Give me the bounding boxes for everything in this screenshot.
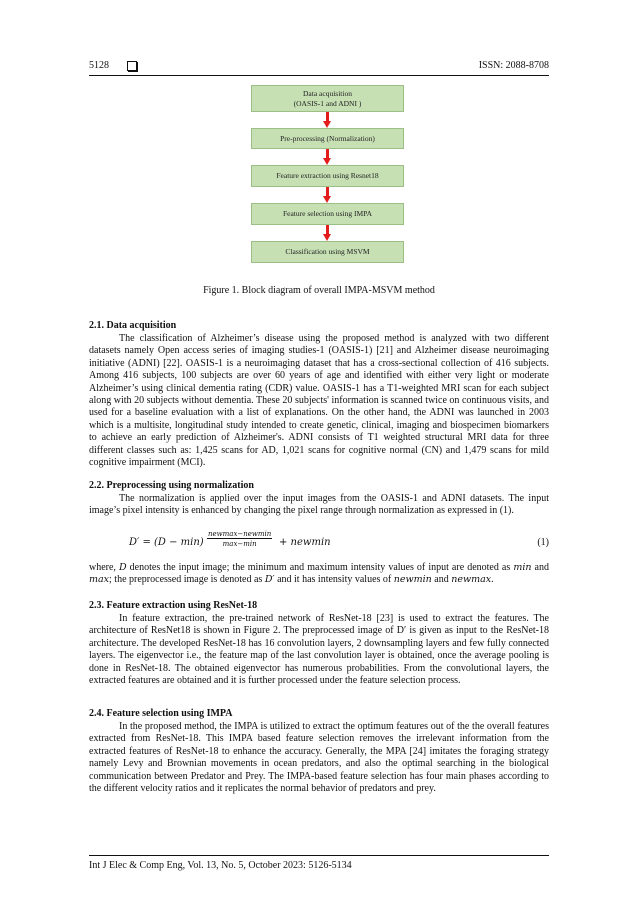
running-header xyxy=(89,60,549,76)
equation-numerator: newmax−newmin xyxy=(208,530,272,538)
equation-rhs: + newmin xyxy=(279,537,331,548)
section-heading-2-4: 2.4. Feature selection using IMPA xyxy=(89,708,233,719)
page-number: 5128 xyxy=(89,60,109,71)
equation-number: (1) xyxy=(537,537,549,548)
flow-box-feature-selection: Feature selection using IMPA xyxy=(251,203,404,225)
flow-box-preprocessing: Pre-processing (Normalization) xyxy=(251,128,404,149)
equation-fraction xyxy=(207,530,272,548)
section-heading-2-1: 2.1. Data acquisition xyxy=(89,320,177,331)
journal-footer: Int J Elec & Comp Eng, Vol. 13, No. 5, October 2023: 5126-5134 xyxy=(89,860,352,871)
header-rule xyxy=(89,75,549,76)
paragraph-2-3: In feature extraction, the pre-trained network of ResNet-18 [23] is used to extract the features. The architecture of ResNet18 is shown in Figure 2. The preprocessed image of D′ is given as input to the ResNet-18 architecture. The developed ResNet-18 has 16 convolution layers, 2 downsampling layers and few fully connected layers. The eigenvector i.e., the feature map of the last convolution layer is obtained, once the average pooling is done in ResNet-18. The obtained eigenvector has numerous probabilities. From the convolutional layers, the extracted features are obtained and it is further processed under the feature selection process. xyxy=(89,613,549,687)
equation-lhs: D′ = (D − min) xyxy=(129,537,204,548)
down-arrow-icon xyxy=(323,225,332,241)
section-heading-2-3: 2.3. Feature extraction using ResNet-18 xyxy=(89,600,258,611)
paragraph-2-1: The classification of Alzheimer’s disease using the proposed method is analyzed with two different datasets namely Open access series of imaging studies-1 (OASIS-1) [21] and Alzheimer disease neuroimaging initiative (ADNI) [22]. OASIS-1 is a neuroimaging dataset that has a cross-sectional collection of 416 subjects. Among 416 subjects, 100 subjects are over 60 years of age and identified with either very light or moderate Alzheimer’s using clinical dementia rating (CDR) value. OASIS-1 has a T1-weighted MRI scan for each subject along with 20 subjects without dementia. These 20 subjects' information is scanned twice on continuous visits, and used for a baseline evaluation with a list of explanations. On the other hand, the ADNI was launched in 2003 which is a multisite, longitudinal study intended to create genetic, clinical, imaging and biospecimen biomarkers to achieve an early prediction of Alzheimer's. ADNI consists of T1 weighted structural MRI data for three different classes such as: 1,425 scans for AD, 1,021 scans for cognitive normal (CN) and 1,479 scans for mild cognitive impairment (MCI). xyxy=(89,333,549,469)
flow-box-data-acquisition: Data acquisition (OASIS-1 and ADNI ) xyxy=(251,85,404,112)
equation-1 xyxy=(129,532,549,554)
down-arrow-icon xyxy=(323,149,332,165)
square-bullet-icon xyxy=(127,61,137,71)
issn: ISSN: 2088-8708 xyxy=(478,60,549,71)
flow-box-feature-extraction: Feature extraction using Resnet18 xyxy=(251,165,404,187)
footer-rule xyxy=(89,855,549,856)
flow-box-classification: Classification using MSVM xyxy=(251,241,404,263)
down-arrow-icon xyxy=(323,112,332,128)
equation-denominator: max−min xyxy=(222,540,257,548)
figure-caption: Figure 1. Block diagram of overall IMPA-MSVM method xyxy=(203,285,435,296)
paragraph-2-2: The normalization is applied over the input images from the OASIS-1 and ADNI datasets. The input image’s pixel intensity is enhanced by changing the pixel range through normalization as expressed in (1). xyxy=(89,493,549,517)
down-arrow-icon xyxy=(323,187,332,203)
paragraph-2-4: In the proposed method, the IMPA is utilized to extract the optimum features out of the the overall features extracted from ResNet-18. This IMPA based feature selection removes the irrelevant information from the extracted features of ResNet-18 to enhance the accuracy. Generally, the MPA [24] imitates the foraging strategy namely Levy and Brownian movements in ocean predators, and also the optimal searching in the biological communication between Predator and Prey. The IMPA-based feature selection has four main phases according to the different velocity ratios and it replicates the normal behavior of predators and prey. xyxy=(89,721,549,795)
section-heading-2-2: 2.2. Preprocessing using normalization xyxy=(89,480,254,491)
where-paragraph: where, D denotes the input image; the minimum and maximum intensity values of input are denoted as min and max; the preprocessed image is denoted as D′ and it has intensity values of newmin and newmax. xyxy=(89,562,549,586)
